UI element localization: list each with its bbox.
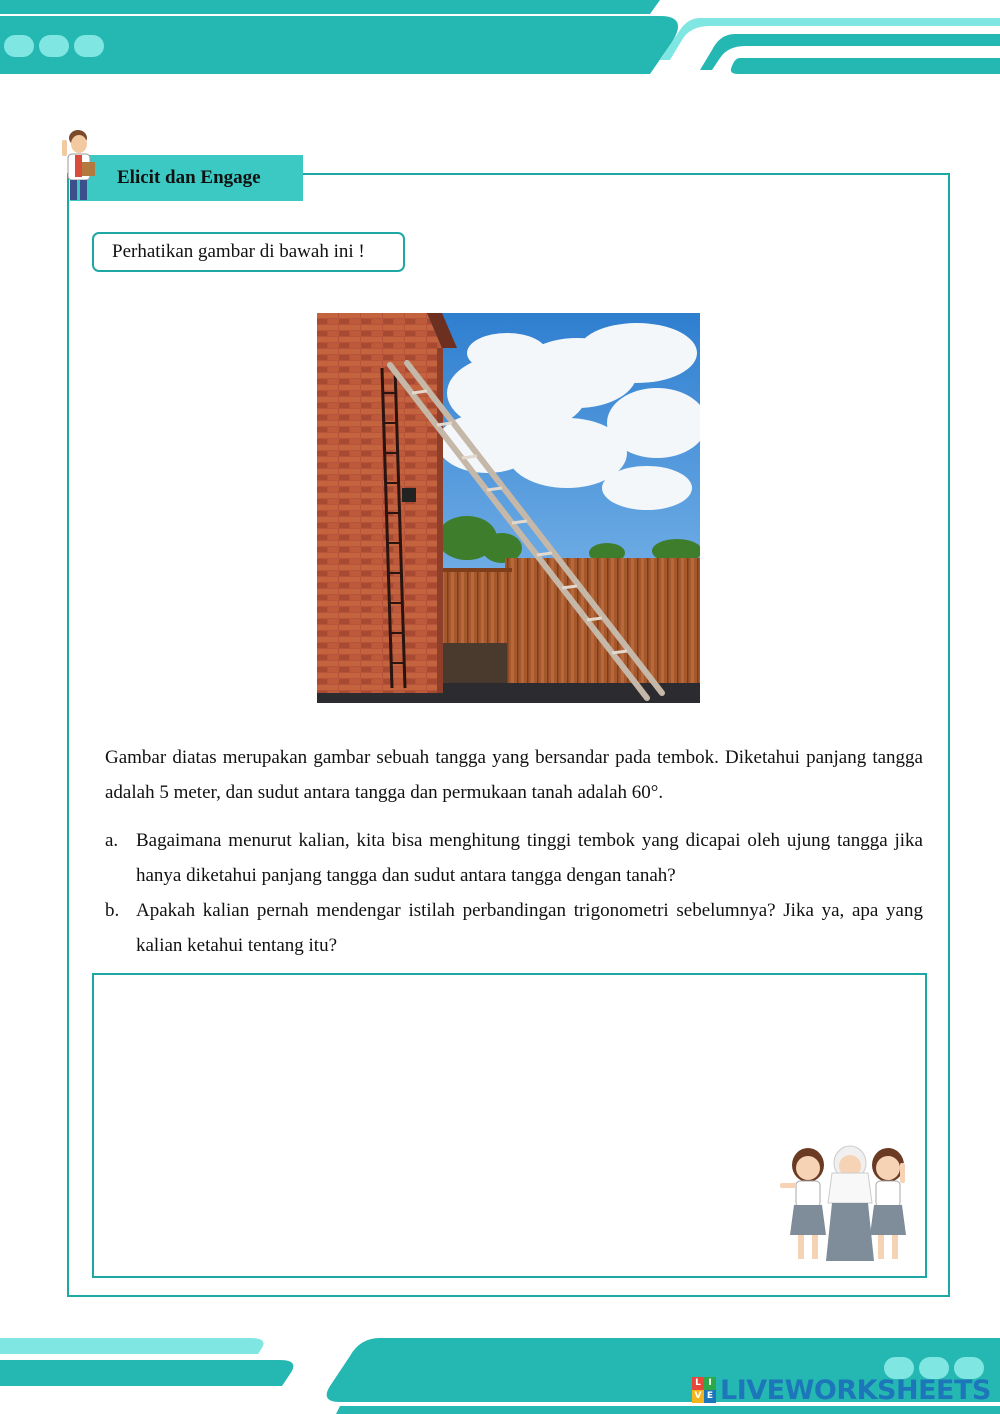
liveworksheets-logo[interactable] bbox=[692, 1373, 991, 1407]
liveworksheets-logo-icon: L I V E bbox=[692, 1377, 716, 1403]
logo-text: LIVEWORKSHEETS bbox=[720, 1374, 991, 1406]
header-dot-1 bbox=[4, 35, 34, 57]
problem-paragraph: Gambar diatas merupakan gambar sebuah tangga yang bersandar pada tembok. Diketahui panjang tangga adalah 5 meter, dan sudut antara tangga dan permukaan tanah adalah 60°. bbox=[105, 747, 923, 803]
students-illustration-icon bbox=[776, 1143, 924, 1271]
instruction-text: Perhatikan gambar di bawah ini ! bbox=[112, 241, 365, 262]
question-text: Apakah kalian pernah mendengar istilah perbandingan trigonometri sebelumnya? Jika ya, apa yang kalian ketahui tentang itu? bbox=[136, 900, 923, 956]
section-title-tab bbox=[70, 155, 303, 201]
instruction-box bbox=[92, 232, 405, 272]
question-marker: b. bbox=[105, 900, 120, 921]
question-marker: a. bbox=[105, 830, 119, 851]
question-a bbox=[105, 823, 923, 893]
header-dot-2 bbox=[39, 35, 69, 57]
header-band bbox=[0, 0, 1000, 80]
header-dot-3 bbox=[74, 35, 104, 57]
section-title: Elicit dan Engage bbox=[117, 167, 261, 188]
question-b bbox=[105, 893, 923, 963]
ladder-wall-photo bbox=[317, 313, 700, 703]
question-text: Bagaimana menurut kalian, kita bisa menghitung tinggi tembok yang dicapai oleh ujung tangga jika hanya diketahui panjang tangga dan sudut antara tangga dengan tanah? bbox=[136, 830, 923, 886]
teacher-icon bbox=[56, 128, 104, 202]
